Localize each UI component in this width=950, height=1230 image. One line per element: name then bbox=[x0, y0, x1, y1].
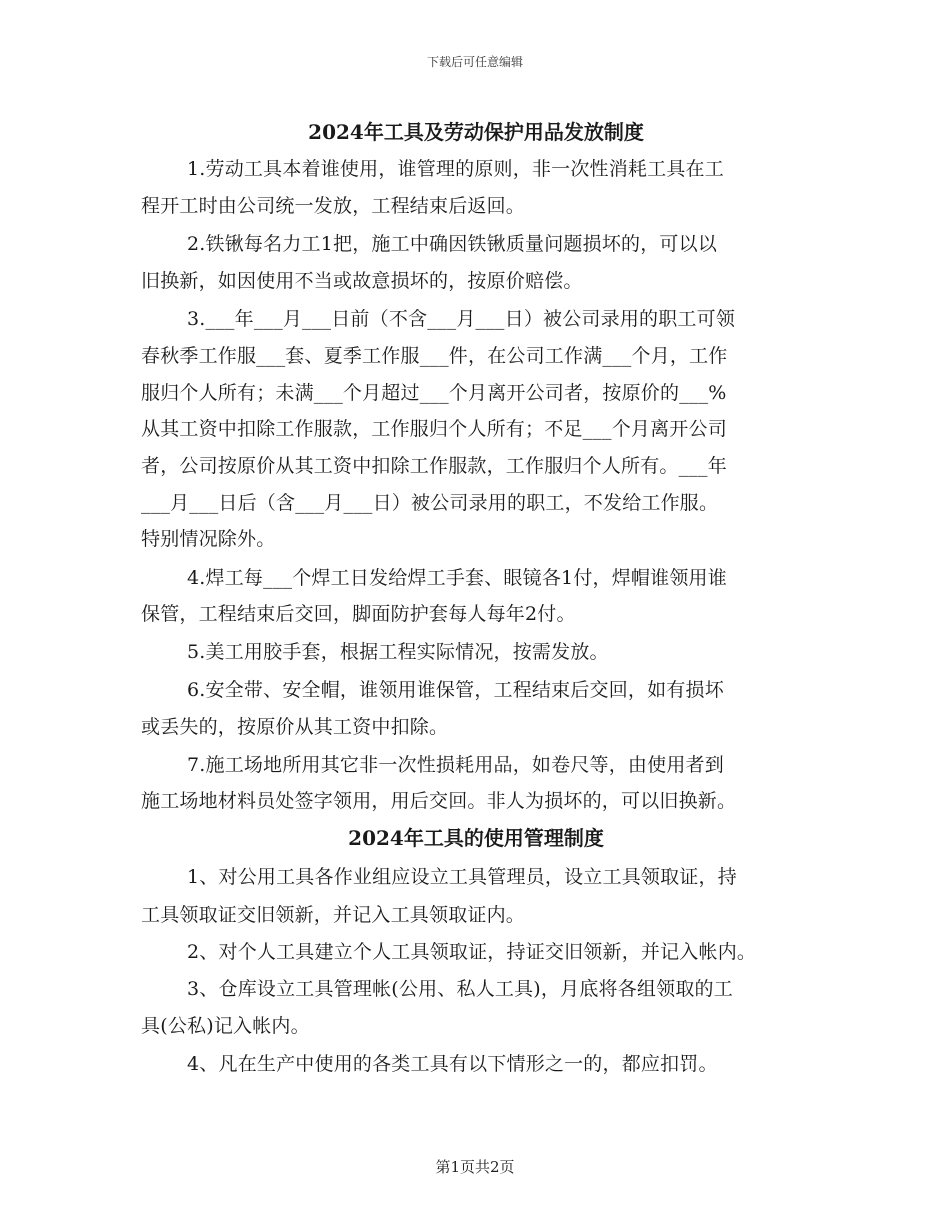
paragraph-line: 工具领取证交旧领新，并记入工具领取证内。 bbox=[141, 904, 526, 926]
paragraph-line: 1、对公用工具各作业组应设立工具管理员，设立工具领取证，持 bbox=[187, 866, 737, 888]
paragraph-line: 春秋季工作服___套、夏季工作服___件，在公司工作满___个月，工作 bbox=[141, 345, 728, 367]
paragraph-line: 或丢失的，按原价从其工资中扣除。 bbox=[141, 716, 449, 738]
paragraph-line: 4.焊工每___个焊工日发给焊工手套、眼镜各1付，焊帽谁领用谁 bbox=[187, 567, 727, 589]
paragraph-line: 特别情况除外。 bbox=[141, 528, 276, 550]
paragraph-line: 程开工时由公司统一发放，工程结束后返回。 bbox=[141, 195, 526, 217]
paragraph-line: 1.劳动工具本着谁使用，谁管理的原则，非一次性消耗工具在工 bbox=[187, 158, 724, 180]
paragraph-line: 旧换新，如因使用不当或故意损坏的，按原价赔偿。 bbox=[141, 270, 583, 292]
paragraph-line: 3、仓库设立工具管理帐(公用、私人工具)，月底将各组领取的工 bbox=[187, 978, 733, 1000]
paragraph-line: 3.___年___月___日前（不含___月___日）被公司录用的职工可领 bbox=[187, 308, 736, 330]
page-number: 第1页共2页 bbox=[435, 1158, 515, 1176]
paragraph-line: 4、凡在生产中使用的各类工具有以下情形之一的，都应扣罚。 bbox=[187, 1053, 718, 1075]
section-1-title: 2024年工具及劳动保护用品发放制度 bbox=[308, 120, 644, 144]
paragraph-line: 6.安全带、安全帽，谁领用谁保管，工程结束后交回，如有损坏 bbox=[187, 679, 724, 701]
paragraph-line: ___月___日后（含___月___日）被公司录用的职工，不发给工作服。 bbox=[141, 492, 719, 514]
paragraph-line: 2、对个人工具建立个人工具领取证，持证交旧领新，并记入帐内。 bbox=[187, 941, 757, 963]
paragraph-line: 保管，工程结束后交回，脚面防护套每人每年2付。 bbox=[141, 603, 576, 625]
section-2-title: 2024年工具的使用管理制度 bbox=[348, 826, 604, 850]
paragraph-line: 具(公私)记入帐内。 bbox=[141, 1015, 310, 1037]
paragraph-line: 施工场地材料员处签字领用，用后交回。非人为损坏的，可以旧换新。 bbox=[141, 790, 737, 812]
paragraph-line: 5.美工用胶手套，根据工程实际情况，按需发放。 bbox=[187, 641, 609, 663]
page-header: 下载后可任意编辑 bbox=[426, 55, 523, 69]
paragraph-line: 服归个人所有；未满___个月超过___个月离开公司者，按原价的___% bbox=[141, 382, 727, 404]
paragraph-line: 2.铁锹每名力工1把，施工中确因铁锹质量问题损坏的，可以以 bbox=[187, 233, 718, 255]
paragraph-line: 7.施工场地所用其它非一次性损耗用品，如卷尺等，由使用者到 bbox=[187, 754, 724, 776]
paragraph-line: 从其工资中扣除工作服款，工作服归个人所有；不足___个月离开公司 bbox=[141, 418, 727, 440]
paragraph-line: 者，公司按原价从其工资中扣除工作服款，工作服归个人所有。___年 bbox=[141, 455, 727, 477]
